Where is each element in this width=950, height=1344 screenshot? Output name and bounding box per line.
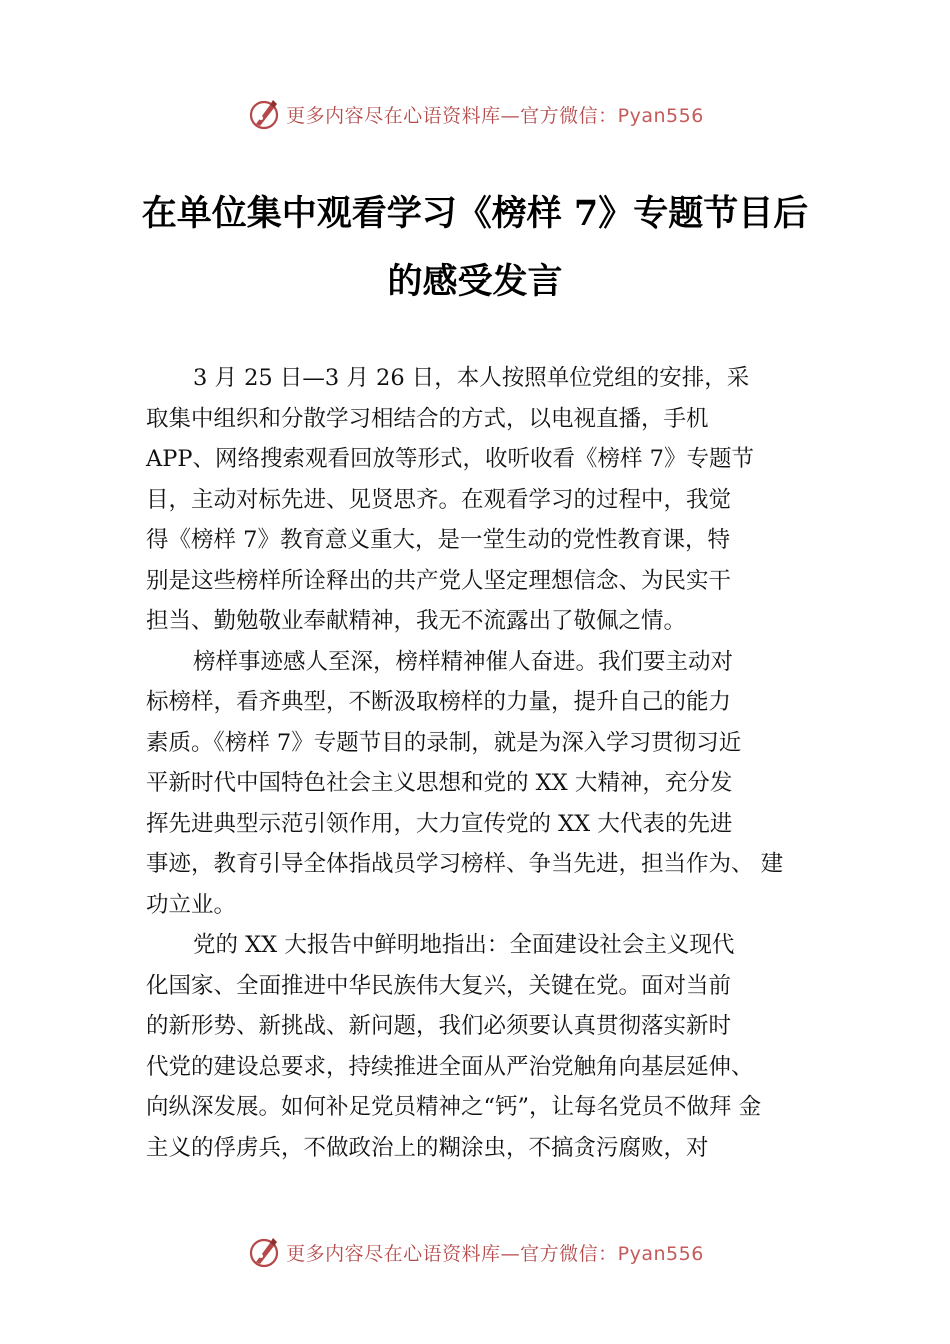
body-line: 化国家、全面推进中华民族伟大复兴，关键在党。面对当前 — [146, 972, 732, 999]
body-line: 担当、勤勉敬业奉献精神，我无不流露出了敬佩之情。 — [146, 608, 687, 634]
body-line: 取集中组织和分散学习相结合的方式，以电视直播，手机 — [146, 405, 709, 432]
body-line: 平新时代中国特色社会主义思想和党的 XX 大精神，充分发 — [146, 770, 733, 796]
body-line: 挥先进典型示范引领作用，大力宣传党的 XX 大代表的先进 — [146, 810, 733, 837]
watermark-handle: Pyan556 — [617, 1242, 704, 1265]
header-watermark — [0, 94, 950, 134]
footer-watermark — [0, 1232, 950, 1272]
document-title-line-2: 的感受发言 — [387, 261, 563, 302]
body-line: 标榜样，看齐典型，不断汲取榜样的力量，提升自己的能力 — [146, 689, 732, 715]
watermark-text — [286, 101, 704, 128]
body-line: 别是这些榜样所诠释出的共产党人坚定理想信念、为民实干 — [146, 567, 732, 594]
body-line: APP、网络搜索观看回放等形式，收听收看《榜样 7》专题节 — [146, 446, 754, 472]
body-line: 素质。《榜样 7》专题节目的录制，就是为深入学习贯彻习近 — [146, 729, 742, 756]
document-body — [146, 358, 811, 1168]
document-title-line-1: 在单位集中观看学习《榜样 7》专题节目后 — [141, 193, 809, 234]
body-line: 事迹，教育引导全体指战员学习榜样、争当先进，担当作为、 建 — [146, 851, 784, 877]
pen-nib-seal-icon — [246, 96, 282, 132]
body-line: 主义的俘虏兵，不做政治上的糊涂虫，不搞贪污腐败，对 — [146, 1134, 709, 1161]
body-line: 向纵深发展。如何补足党员精神之“钙”，让每名党员不做拜 金 — [146, 1094, 762, 1120]
body-line: 党的 XX 大报告中鲜明地指出：全面建设社会主义现代 — [193, 932, 735, 958]
watermark-text — [286, 1239, 704, 1266]
body-line: 榜样事迹感人至深，榜样精神催人奋进。我们要主动对 — [193, 648, 734, 675]
body-line: 功立业。 — [146, 891, 237, 918]
watermark-prefix: 更多内容尽在心语资料库—官方微信： — [286, 1242, 618, 1265]
body-line: 3 月 25 日—3 月 26 日，本人按照单位党组的安排，采 — [193, 365, 750, 391]
body-line: 的新形势、新挑战、新问题，我们必须要认真贯彻落实新时 — [146, 1013, 732, 1039]
pen-nib-seal-icon — [246, 1234, 282, 1270]
body-line: 得《榜样 7》教育意义重大，是一堂生动的党性教育课，特 — [146, 527, 730, 553]
body-line: 目，主动对标先进、见贤思齐。在观看学习的过程中，我觉 — [146, 486, 732, 513]
watermark-handle: Pyan556 — [617, 104, 704, 127]
body-line: 代党的建设总要求，持续推进全面从严治党触角向基层延伸、 — [146, 1053, 754, 1080]
watermark-prefix: 更多内容尽在心语资料库—官方微信： — [286, 104, 618, 127]
